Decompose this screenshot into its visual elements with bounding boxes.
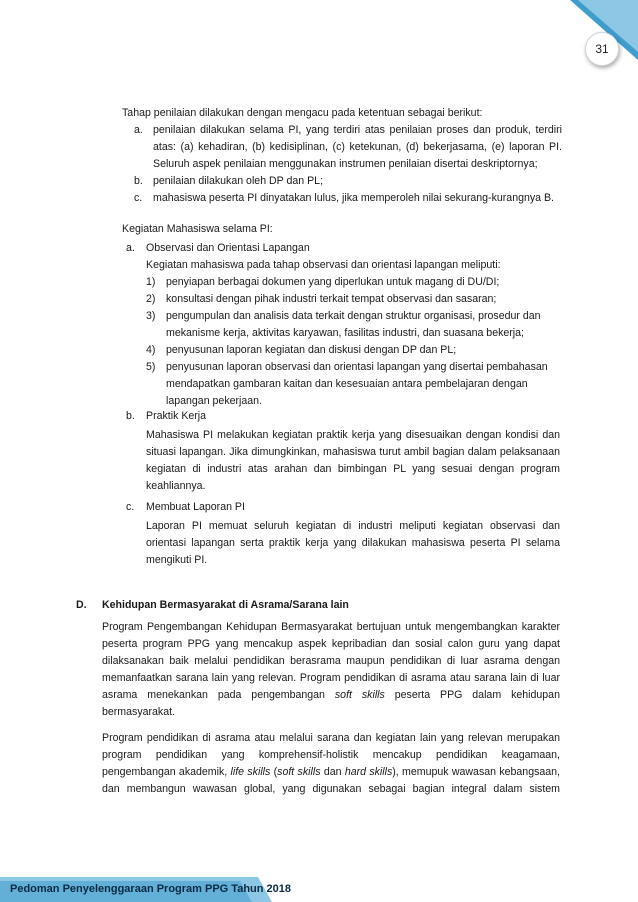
assessment-a-line: penilaian dilakukan selama PI, yang terdiri atas penilaian proses dan produk, terdiri: [153, 124, 562, 136]
paragraph-line: Program pendidikan di asrama atau melalui sarana dan kegiatan lain yang relevan merupakan: [102, 732, 560, 744]
activity-c-line: mengikuti PI.: [146, 554, 208, 566]
list-item: konsultasi dengan pihak industri terkait tempat observasi dan sasaran;: [166, 293, 497, 305]
activity-c-title: Membuat Laporan PI: [146, 501, 245, 513]
activity-b-line: keahliannya.: [146, 480, 206, 492]
list-marker: b.: [126, 410, 135, 422]
list-marker: a.: [134, 124, 143, 136]
footer-title: Pedoman Penyelenggaraan Program PPG Tahun 2018: [10, 883, 291, 895]
page-number: 31: [585, 32, 619, 66]
assessment-a-line: Seluruh aspek penilaian menggunakan instrumen penilaian disertai deskriptornya;: [153, 158, 538, 170]
assessment-a-line: atas: (a) kehadiran, (b) kedisiplinan, (c) ketekunan, (d) bekerjasama, (e) laporan PI.: [153, 141, 562, 153]
list-item: penyusunan laporan kegiatan dan diskusi dengan DP dan PL;: [166, 344, 457, 356]
activity-c-line: Laporan PI memuat seluruh kegiatan di industri meliputi kegiatan observasi dan: [146, 520, 560, 532]
paragraph-line: bermasyarakat.: [102, 706, 176, 718]
paragraph-line: dan membangun wawasan global, yang digunakan sebagai bagian integral dalam sistem: [102, 783, 560, 795]
activity-b-line: situasi lapangan. Jika dimungkinkan, mahasiswa turut ambil bagian dalam pelaksanaan: [146, 446, 560, 458]
activity-a-intro: Kegiatan mahasiswa pada tahap observasi dan orientasi lapangan meliputi:: [146, 259, 501, 271]
list-marker: 4): [146, 344, 156, 356]
paragraph-line: asrama menekankan pada pengembangan soft skills peserta PPG dalam kehidupan: [102, 689, 560, 701]
assessment-b: penilaian dilakukan oleh DP dan PL;: [153, 175, 324, 187]
paragraph-line: peserta program PPG yang mencakup aspek kepribadian dan sosial calon guru yang dapat: [102, 638, 560, 650]
list-marker: 5): [146, 361, 156, 373]
paragraph-line: memanfaatkan sarana lain yang relevan. Program pendidikan di asrama atau sarana lain di luar: [102, 672, 560, 684]
list-item: lapangan pekerjaan.: [166, 395, 263, 407]
list-marker: 2): [146, 293, 156, 305]
list-item: penyiapan berbagai dokumen yang diperlukan untuk magang di DU/DI;: [166, 276, 500, 288]
list-marker: b.: [134, 175, 143, 187]
list-marker: 1): [146, 276, 156, 288]
section-title: Kehidupan Bermasyarakat di Asrama/Sarana lain: [102, 599, 349, 611]
list-item: pengumpulan dan analisis data terkait dengan struktur organisasi, prosedur dan: [166, 310, 541, 322]
paragraph-line: pengembangan akademik, life skills (soft skills dan hard skills), memupuk wawasan kebangsaan,: [102, 766, 561, 778]
activity-b-line: Mahasiswa PI melakukan kegiatan praktik kerja yang disesuaikan dengan kondisi dan: [146, 429, 560, 441]
list-item: mekanisme kerja, aktivitas karyawan, fasilitas industri, dan suasana bekerja;: [166, 327, 524, 339]
list-marker: c.: [126, 501, 135, 513]
activity-c-line: orientasi lapangan serta praktik kerja yang dilakukan mahasiswa peserta PI selama: [146, 537, 560, 549]
paragraph-line: program pendidikan yang komprehensif-holistik mencakup pendidikan keagamaan,: [102, 749, 560, 761]
assessment-c: mahasiswa peserta PI dinyatakan lulus, jika memperoleh nilai sekurang-kurangnya B.: [153, 192, 555, 204]
paragraph-line: dilaksanakan baik melalui pendidikan berasrama maupun pendidikan di luar asrama dengan: [102, 655, 560, 667]
list-marker: a.: [126, 242, 135, 254]
paragraph-line: Program Pengembangan Kehidupan Bermasyarakat bertujuan untuk mengembangkan karakter: [102, 621, 560, 633]
list-marker: 3): [146, 310, 156, 322]
activity-a-title: Observasi dan Orientasi Lapangan: [146, 242, 310, 254]
assessment-intro: Tahap penilaian dilakukan dengan mengacu pada ketentuan sebagai berikut:: [122, 107, 483, 119]
activity-b-line: kegiatan di industri atas arahan dan bimbingan PL yang sesuai dengan program: [146, 463, 560, 475]
activities-title: Kegiatan Mahasiswa selama PI:: [122, 223, 273, 235]
list-item: penyusunan laporan observasi dan orientasi lapangan yang disertai pembahasan: [166, 361, 548, 373]
section-marker: D.: [76, 599, 87, 611]
list-item: mendapatkan gambaran kaitan dan kesesuaian antara pembelajaran dengan: [166, 378, 528, 390]
activity-b-title: Praktik Kerja: [146, 410, 207, 422]
list-marker: c.: [134, 192, 143, 204]
